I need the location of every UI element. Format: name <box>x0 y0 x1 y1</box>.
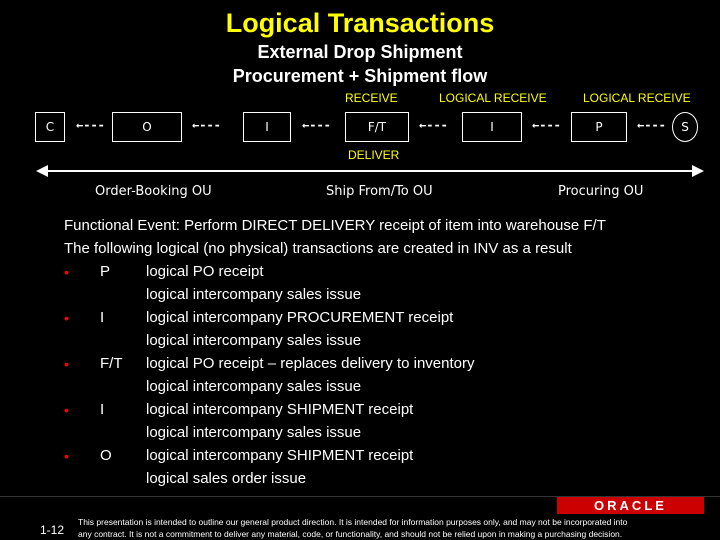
ou-order-booking: Order-Booking OU <box>95 184 212 199</box>
transaction-key: P <box>100 263 111 280</box>
transaction-key: F/T <box>100 355 123 372</box>
node-ft: F/T <box>345 112 409 142</box>
slide-subtitle-1: External Drop Shipment <box>257 42 463 62</box>
bullet-icon: • <box>64 448 69 464</box>
arrow-o-i1: ←--- <box>192 118 221 132</box>
label-deliver: DELIVER <box>348 148 400 162</box>
node-c: C <box>35 112 65 142</box>
arrow-ft-i2: ←--- <box>419 118 448 132</box>
bullet-icon: • <box>64 402 69 418</box>
transaction-line: logical sales order issue <box>146 470 307 487</box>
transaction-line: logical intercompany sales issue <box>146 378 362 395</box>
functional-event: Functional Event: Perform DIRECT DELIVERY receipt of item into warehouse F/T <box>64 217 606 234</box>
transaction-line: logical intercompany sales issue <box>146 424 362 441</box>
footer-disclaimer <box>78 516 718 540</box>
bullet-icon: • <box>64 310 69 326</box>
transaction-line: logical intercompany sales issue <box>146 332 362 349</box>
transaction-line: logical PO receipt – replaces delivery to inventory <box>146 355 475 372</box>
transaction-line: logical intercompany sales issue <box>146 286 362 303</box>
transaction-key: O <box>100 447 112 464</box>
label-logical-receive-1: LOGICAL RECEIVE <box>439 91 547 105</box>
node-i2: I <box>462 112 522 142</box>
transaction-line: logical PO receipt <box>146 263 264 280</box>
transaction-line: logical intercompany SHIPMENT receipt <box>146 447 414 464</box>
transaction-line: logical intercompany SHIPMENT receipt <box>146 401 414 418</box>
transaction-key: I <box>100 401 105 418</box>
ou-ship-from-to: Ship From/To OU <box>326 184 433 199</box>
arrow-i1-ft: ←--- <box>302 118 331 132</box>
bullet-icon: • <box>64 356 69 372</box>
bullet-icon: • <box>64 264 69 280</box>
transaction-line: logical intercompany PROCUREMENT receipt <box>146 309 454 326</box>
label-receive: RECEIVE <box>345 91 398 105</box>
disclaimer-line-1: This presentation is intended to outline our general product direction. It is intended for information purposes only, and may not be incorporated into <box>78 517 628 527</box>
node-p: P <box>571 112 627 142</box>
slide-title: Logical Transactions <box>225 8 495 38</box>
arrow-i2-p: ←--- <box>532 118 561 132</box>
intro-line: The following logical (no physical) transactions are created in INV as a result <box>64 240 572 257</box>
slide-subtitle-2: Procurement + Shipment flow <box>232 66 488 86</box>
ou-span-line <box>30 160 710 182</box>
node-i1: I <box>243 112 291 142</box>
oracle-logo: ORACLE <box>557 497 704 514</box>
node-o: O <box>112 112 182 142</box>
arrow-c-o: ←--- <box>76 118 105 132</box>
node-s: S <box>672 112 698 142</box>
page-number: 1-12 <box>40 523 65 537</box>
ou-procuring: Procuring OU <box>558 184 644 199</box>
label-logical-receive-2: LOGICAL RECEIVE <box>583 91 691 105</box>
transaction-key: I <box>100 309 105 326</box>
disclaimer-line-2: any contract. It is not a commitment to deliver any material, code, or functionality, and should not be relied upon in making a purchasing decision. <box>78 529 623 539</box>
arrow-p-s: ←--- <box>637 118 666 132</box>
